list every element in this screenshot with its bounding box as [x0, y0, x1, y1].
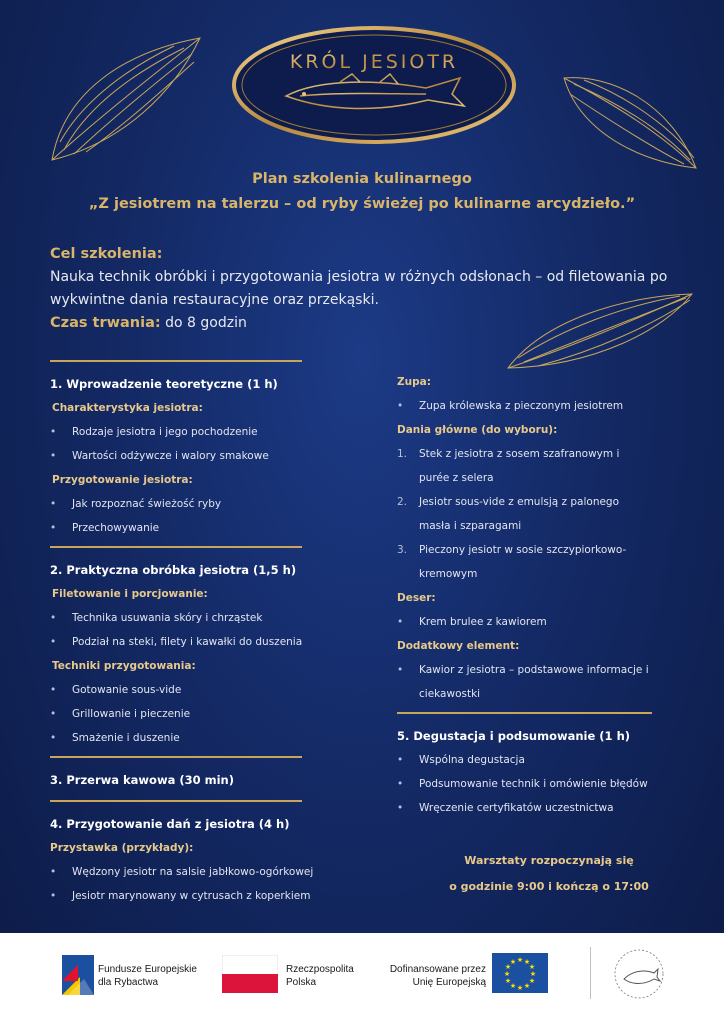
fe-logo-text: Fundusze Europejskie dla Rybactwa	[98, 964, 197, 988]
list-item: • Krem brulee z kawiorem	[397, 610, 652, 634]
subsection-title: Dodatkowy element:	[397, 640, 520, 652]
section-title: 5. Degustacja i podsumowanie (1 h)	[397, 729, 631, 743]
closing-note	[420, 848, 678, 900]
svg-text:★: ★	[523, 958, 531, 966]
list-item: • Wspólna degustacja	[397, 748, 652, 772]
bullet-icon: •	[50, 866, 57, 878]
polish-flag-icon	[222, 955, 278, 993]
svg-text:★: ★	[529, 970, 537, 978]
goal-text: Nauka technik obróbki i przygotowania jesiotra w różnych odsłonach – od filetowania po wykwintne dania restauracyjne oraz przekąski.	[50, 269, 668, 308]
bullet-icon: •	[50, 522, 57, 534]
bullet-icon: •	[50, 684, 57, 696]
bullet-icon: •	[50, 498, 57, 510]
closing-line-2: o godzinie 9:00 i kończą o 17:00	[449, 880, 649, 893]
section-title: 3. Przerwa kawowa (30 min)	[50, 773, 234, 787]
svg-text:★: ★	[528, 963, 536, 971]
subsection-title: Deser:	[397, 592, 436, 604]
svg-text:★: ★	[528, 977, 536, 985]
goal-block	[50, 243, 670, 335]
closing-line-1: Warsztaty rozpoczynają się	[464, 854, 634, 867]
bullet-icon: •	[50, 612, 57, 624]
section-title: 1. Wprowadzenie teoretyczne (1 h)	[50, 377, 278, 391]
bullet-icon: •	[397, 802, 404, 814]
divider	[50, 546, 302, 548]
bullet-icon: •	[50, 732, 57, 744]
list-item: • Wartości odżywcze i walory smakowe	[50, 444, 302, 468]
logo-text: KRÓL JESIOTR	[289, 51, 459, 73]
plan-subtitle: „Z jesiotrem na talerzu – od ryby świeżej po kulinarne arcydzieło.”	[88, 196, 636, 212]
svg-text:★: ★	[503, 970, 511, 978]
list-item: • Wręczenie certyfikatów uczestnictwa	[397, 796, 652, 820]
bullet-icon: •	[397, 754, 404, 766]
duration-value: do 8 godzin	[165, 315, 247, 331]
subsection-title: Zupa:	[397, 376, 431, 388]
list-item: 2. Jesiotr sous-vide z emulsją z palonego masła i szparagami	[397, 496, 620, 532]
list-item: • Grillowanie i pieczenie	[50, 702, 302, 726]
list-item: • Smażenie i duszenie	[50, 726, 302, 750]
section-title: 4. Przygotowanie dań z jesiotra (4 h)	[50, 817, 290, 831]
footer-logos	[0, 933, 724, 1024]
svg-text:★: ★	[504, 963, 512, 971]
list-item: 1. Stek z jesiotra z sosem szafranowym i purée z selera	[397, 448, 620, 484]
list-item: • Jak rozpoznać świeżość ryby	[50, 492, 302, 516]
bullet-icon: •	[50, 636, 57, 648]
list-item: • Gotowanie sous-vide	[50, 678, 302, 702]
gold-leaf-icon	[44, 32, 204, 164]
bullet-icon: •	[50, 450, 57, 462]
svg-text:★: ★	[516, 984, 524, 992]
bullet-icon: •	[50, 890, 57, 902]
plan-title: Plan szkolenia kulinarnego	[252, 171, 472, 187]
list-item: • Rodzaje jesiotra i jego pochodzenie	[50, 420, 302, 444]
svg-text:★: ★	[509, 982, 517, 990]
section-title: 2. Praktyczna obróbka jesiotra (1,5 h)	[50, 563, 297, 577]
fundusze-europejskie-icon	[62, 955, 94, 995]
divider	[50, 800, 302, 802]
eu-flag-icon	[492, 953, 548, 993]
subsection-title: Filetowanie i porcjowanie:	[52, 588, 208, 600]
list-item: • Przechowywanie	[50, 516, 302, 540]
subsection-title: Techniki przygotowania:	[52, 660, 196, 672]
subsection-title: Przystawka (przykłady):	[50, 842, 194, 854]
right-column	[397, 370, 652, 820]
rp-logo-text: Rzeczpospolita Polska	[286, 964, 354, 988]
subsection-title: Charakterystyka jesiotra:	[52, 402, 203, 414]
svg-text:★: ★	[523, 982, 531, 990]
list-item: • Podział na steki, filety i kawałki do duszenia	[50, 630, 302, 654]
divider	[50, 756, 302, 758]
list-item: • Jesiotr marynowany w cytrusach z koperkiem	[50, 884, 302, 908]
svg-text:★: ★	[504, 977, 512, 985]
bullet-icon: •	[397, 664, 404, 676]
duration-label: Czas trwania:	[50, 315, 161, 331]
bullet-icon: •	[397, 400, 404, 412]
footer-divider	[590, 947, 591, 999]
bullet-icon: •	[397, 616, 404, 628]
subsection-title: Przygotowanie jesiotra:	[52, 474, 193, 486]
bullet-icon: •	[50, 426, 57, 438]
left-column	[50, 360, 314, 908]
eu-logo-text: Dofinansowane przez Unię Europejską	[389, 964, 486, 988]
subsection-title: Dania główne (do wyboru):	[397, 424, 558, 436]
svg-text:★: ★	[516, 956, 524, 964]
list-item: • Zupa królewska z pieczonym jesiotrem	[397, 394, 652, 418]
list-item: • Wędzony jesiotr na salsie jabłkowo-ogórkowej	[50, 860, 302, 884]
fish-association-seal-icon	[612, 947, 666, 1001]
list-item: 3. Pieczony jesiotr w sosie szczypiorkowo-kremowym	[397, 544, 627, 580]
list-item: • Podsumowanie technik i omówienie błędów	[397, 772, 652, 796]
goal-heading: Cel szkolenia:	[50, 246, 163, 262]
krol-jesiotr-logo	[230, 24, 518, 146]
svg-text:★: ★	[509, 958, 517, 966]
bullet-icon: •	[50, 708, 57, 720]
bullet-icon: •	[397, 778, 404, 790]
list-item: • Technika usuwania skóry i chrząstek	[50, 606, 302, 630]
divider	[50, 360, 302, 362]
gold-leaf-icon	[560, 72, 700, 172]
list-item: • Kawior z jesiotra – podstawowe informacje i ciekawostki	[397, 658, 652, 706]
divider	[397, 712, 652, 714]
